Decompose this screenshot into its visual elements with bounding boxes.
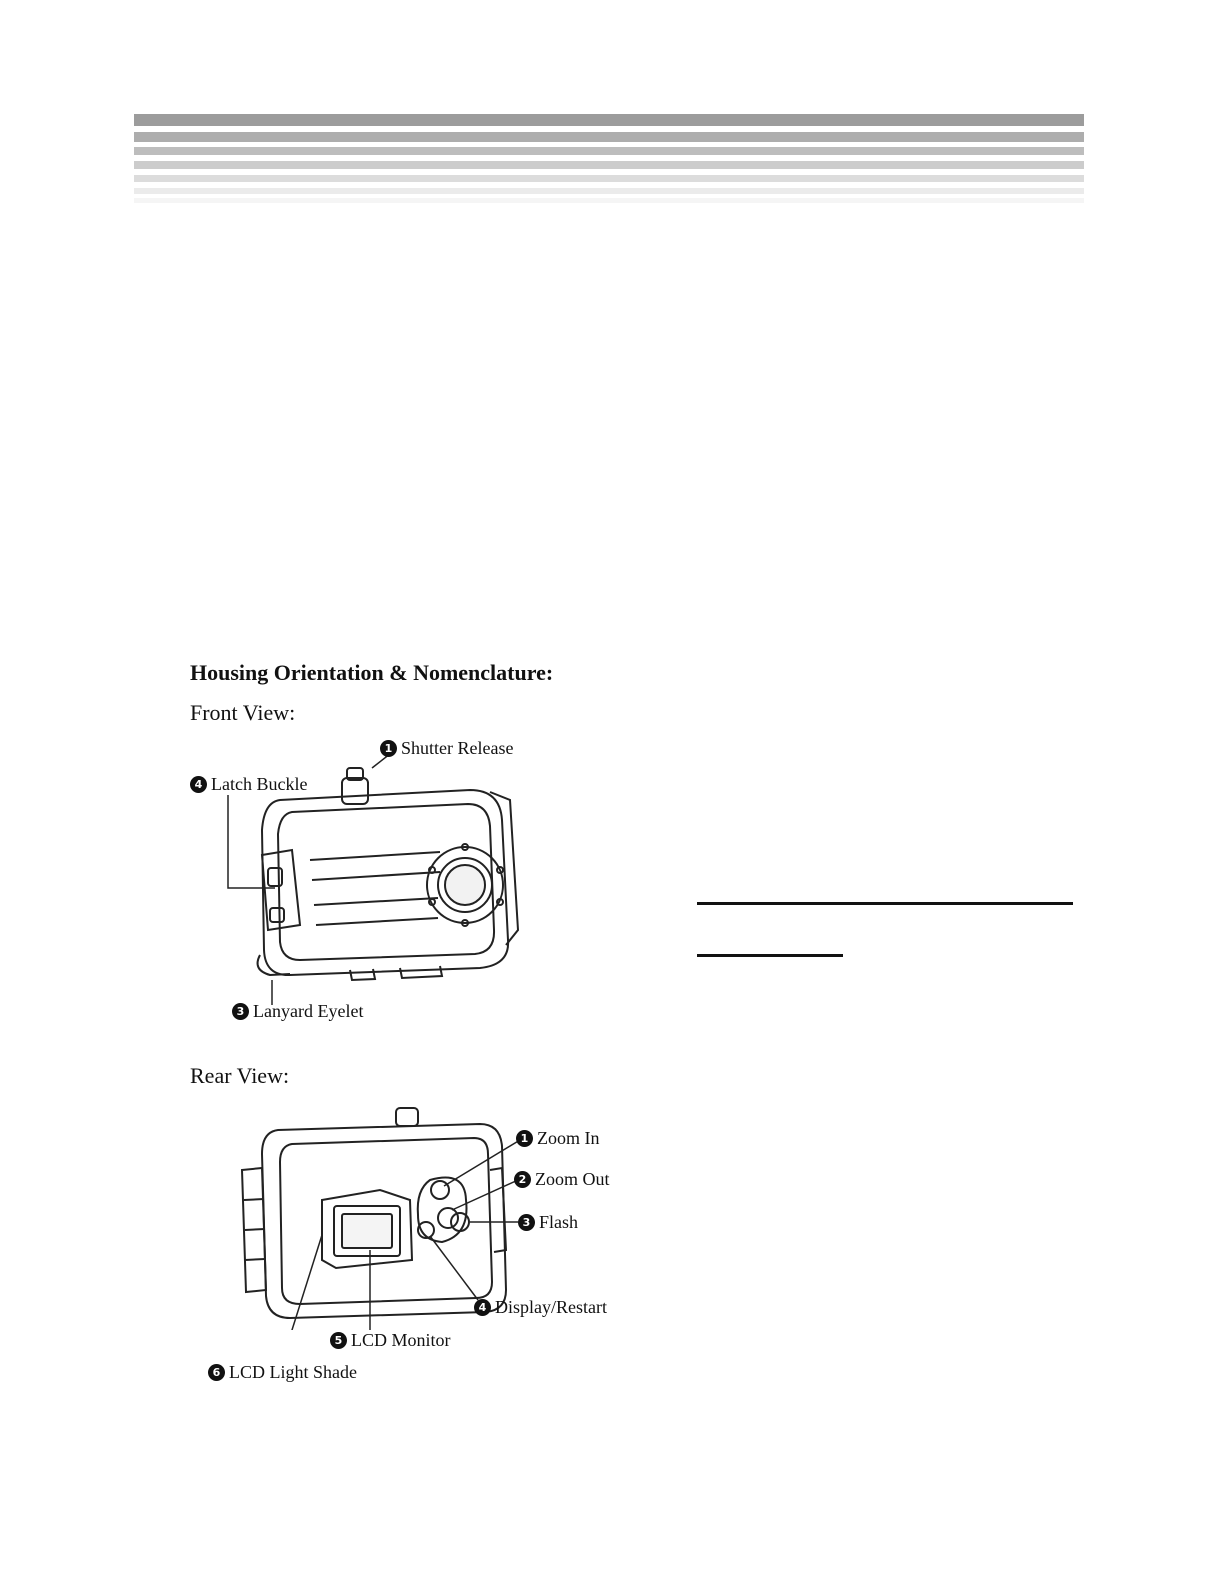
callout-number-badge: 1	[516, 1130, 533, 1147]
rear-label-lcd-light-shade	[208, 1362, 357, 1383]
callout-text: Display/Restart	[495, 1297, 607, 1317]
callout-number-badge: 4	[190, 776, 207, 793]
callout-number-badge: 3	[518, 1214, 535, 1231]
header-stripe	[134, 161, 1084, 169]
header-stripe	[134, 132, 1084, 142]
front-label-latch-buckle	[190, 774, 307, 795]
callout-number-badge: 2	[514, 1171, 531, 1188]
header-stripe	[134, 188, 1084, 194]
header-stripes	[134, 114, 1084, 206]
rear-view-title: Rear View:	[190, 1063, 290, 1088]
rear-label-zoom-in	[516, 1128, 600, 1149]
rear-view-diagram	[230, 1100, 530, 1330]
rear-label-flash	[518, 1212, 578, 1233]
blank-underline	[697, 902, 1073, 905]
callout-text: Zoom Out	[535, 1169, 610, 1189]
callout-text: Zoom In	[537, 1128, 600, 1148]
header-stripe	[134, 175, 1084, 182]
rear-label-display-restart	[474, 1297, 607, 1318]
callout-text: LCD Light Shade	[229, 1362, 357, 1382]
header-stripe	[134, 147, 1084, 155]
header-stripe	[134, 114, 1084, 126]
callout-number-badge: 6	[208, 1364, 225, 1381]
callout-number-badge: 5	[330, 1332, 347, 1349]
callout-number-badge: 1	[380, 740, 397, 757]
callout-text: LCD Monitor	[351, 1330, 451, 1350]
front-label-lanyard-eyelet	[232, 1001, 363, 1022]
callout-text: Shutter Release	[401, 738, 514, 758]
blank-underline	[697, 954, 843, 957]
rear-label-zoom-out	[514, 1169, 610, 1190]
rear-label-lcd-monitor	[330, 1330, 451, 1351]
callout-number-badge: 3	[232, 1003, 249, 1020]
callout-text: Latch Buckle	[211, 774, 308, 794]
front-label-shutter-release	[380, 738, 513, 759]
section-title: Housing Orientation & Nomenclature:	[190, 660, 554, 685]
callout-text: Lanyard Eyelet	[253, 1001, 364, 1021]
callout-text: Flash	[539, 1212, 579, 1232]
callout-number-badge: 4	[474, 1299, 491, 1316]
front-view-title: Front View:	[190, 700, 296, 725]
header-stripe	[134, 198, 1084, 203]
